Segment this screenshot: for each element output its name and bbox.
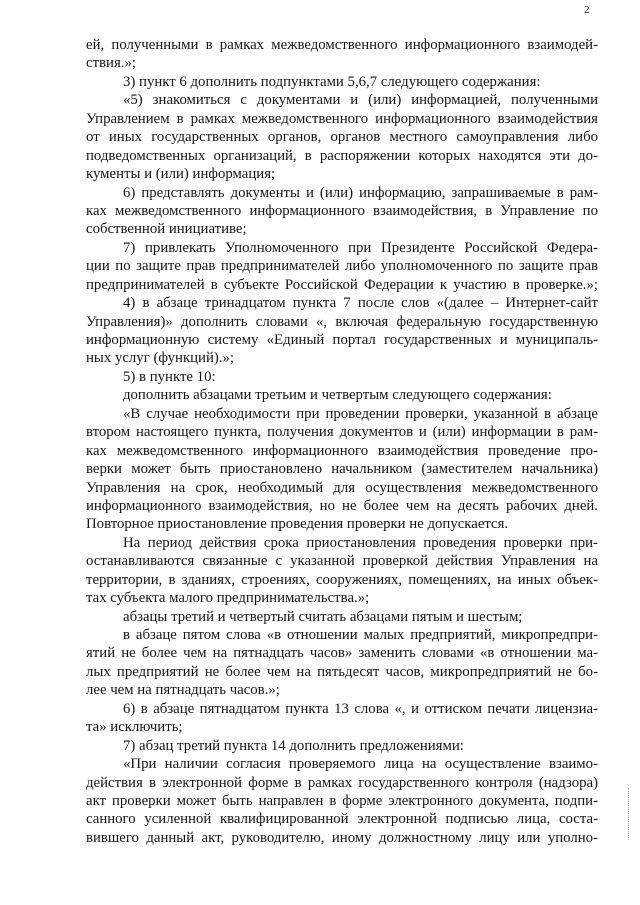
- text-line: кументы и (или) информация;: [86, 166, 276, 183]
- text-line: ции по защите прав предпринимателей либо уполномоченного по защите прав: [86, 258, 598, 275]
- document-body: [86, 36, 598, 847]
- text-line: информационного взаимодействия, но не более чем на десять рабочих дней.: [86, 497, 598, 514]
- page-number: 2: [584, 4, 590, 16]
- text-line: Управлением в рамках межведомственного информационного взаимодействия: [86, 110, 598, 127]
- text-line: 5) в пункте 10:: [123, 368, 216, 385]
- instruction-add-paragraphs: [86, 386, 598, 404]
- text-line: информационную систему «Единый портал государственных и муниципаль-: [86, 332, 598, 348]
- instruction-replace-words: [86, 626, 598, 700]
- text-line: «В случае необходимости при проведении проверки, указанной в абзаце: [123, 405, 598, 422]
- text-line: собственной инициативе;: [86, 221, 247, 238]
- subitem-5: [86, 91, 598, 183]
- text-line: втором настоящего пункта, получения документов и (или) информации в рам-: [86, 424, 598, 441]
- text-line: подведомственных организаций, в распоряжении которых находятся эти до-: [86, 147, 598, 164]
- text-line: ятий не более чем на пятнадцать часов» заменить словами «в отношении ма-: [86, 645, 598, 662]
- text-line: от иных государственных органов, органов местного самоуправления либо: [86, 129, 598, 146]
- text-line: Управления)» дополнить словами «, включая федеральную государственную: [86, 313, 598, 330]
- text-line: дополнить абзацами третьим и четвертым следующего содержания:: [123, 387, 552, 404]
- text-line: ках межведомственного информационного взаимодействия, в Управление по: [86, 202, 598, 219]
- paragraph-continuation: [86, 36, 598, 73]
- text-line: 7) абзац третий пункта 14 дополнить предложениями:: [123, 737, 464, 754]
- text-line: действия в электронной форме в рамках государственного контроля (надзора): [86, 774, 598, 791]
- inserted-sentence-electronic-act: [86, 755, 598, 847]
- subitem-6: [86, 184, 598, 239]
- text-line: Управления на срок, необходимый для осуществления межведомственного: [86, 479, 598, 496]
- inserted-paragraph-suspension: [86, 405, 598, 534]
- text-line: акт проверки может быть направлен в форме электронного документа, подпи-: [86, 792, 598, 809]
- amendment-item-6: [86, 700, 598, 737]
- subitem-7: [86, 239, 598, 294]
- text-line: ствия.»;: [86, 55, 136, 72]
- text-line: Повторное приостановление проведения проверки не допускается.: [86, 516, 509, 533]
- text-line: «5) знакомиться с документами и (или) информацией, полученными: [123, 92, 598, 109]
- text-line: 3) пункт 6 дополнить подпунктами 5,6,7 следующего содержания:: [123, 73, 541, 90]
- text-line: останавливаются связанные с указанной проверкой действия Управления на: [86, 553, 598, 570]
- text-line: лых предприятий не более чем на пятьдесят часов, микропредприятий не бо-: [86, 663, 598, 680]
- amendment-item-4: [86, 294, 598, 368]
- text-line: лее чем на пятнадцать часов.»;: [86, 682, 280, 699]
- scan-edge-mark: [628, 788, 629, 840]
- text-line: вившего данный акт, руководителю, иному должностному лицу или уполно-: [86, 829, 598, 846]
- inserted-paragraph-suspended-actions: [86, 534, 598, 608]
- instruction-renumber-paragraphs: [86, 608, 598, 626]
- text-line: предпринимателей в субъекте Российской Федерации к участию в проверке.»;: [86, 276, 598, 293]
- text-line: ках межведомственного информационного взаимодействия проведение про-: [86, 442, 598, 459]
- text-line: тах субъекта малого предпринимательства.»;: [86, 590, 370, 607]
- text-line: На период действия срока приостановления проведения проверки при-: [123, 534, 598, 551]
- text-line: верки может быть приостановлено начальником (заместителем начальника): [86, 461, 598, 478]
- text-line: территории, в зданиях, строениях, сооружениях, помещениях, на иных объек-: [86, 571, 598, 588]
- text-line: 4) в абзаце тринадцатом пункта 7 после слов «(далее – Интернет-сайт: [123, 295, 598, 312]
- text-line: абзацы третий и четвертый считать абзацами пятым и шестым;: [123, 608, 523, 625]
- text-line: ей, полученными в рамках межведомственного информационного взаимодей-: [86, 37, 598, 53]
- text-line: в абзаце пятом слова «в отношении малых предприятий, микропредпри-: [123, 627, 598, 643]
- text-line: 6) представлять документы и (или) информацию, запрашиваемые в рам-: [123, 184, 598, 201]
- text-line: та» исключить;: [86, 719, 183, 736]
- text-line: санного усиленной квалифицированной электронной подписью лица, соста-: [86, 811, 598, 828]
- amendment-item-3: [86, 73, 598, 91]
- text-line: «При наличии согласия проверяемого лица на осуществление взаимо-: [123, 756, 598, 773]
- amendment-item-5: [86, 368, 598, 386]
- text-line: 7) привлекать Уполномоченного при Президенте Российской Федера-: [123, 239, 598, 256]
- text-line: ных услуг (функций).»;: [86, 350, 235, 367]
- amendment-item-7: [86, 737, 598, 755]
- text-line: 6) в абзаце пятнадцатом пункта 13 слова «, и оттиском печати лицензиа-: [123, 700, 598, 717]
